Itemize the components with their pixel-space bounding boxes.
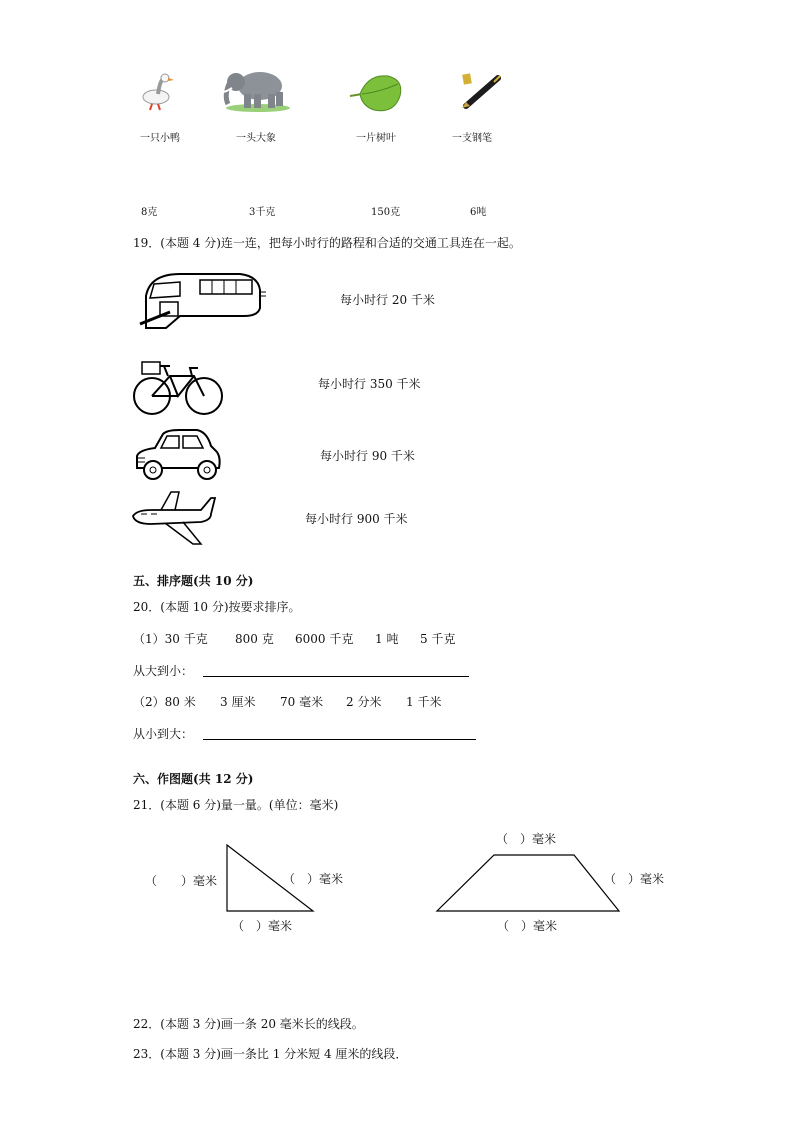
q19-text: 19．(本题 4 分)连一连，把每小时行的路程和合适的交通工具连在一起。 bbox=[133, 236, 521, 250]
item-pen-label: 一支钢笔 bbox=[452, 133, 492, 144]
bicycle-image bbox=[132, 356, 224, 416]
row2-item-5: 1 千米 bbox=[406, 695, 442, 709]
trapezoid-bottom-blank[interactable]: （ ）毫米 bbox=[497, 919, 558, 933]
row2-item-4: 2 分米 bbox=[346, 695, 382, 709]
trapezoid-top-blank[interactable]: （ ）毫米 bbox=[496, 832, 557, 846]
row2-item-1: （2）80 米 bbox=[133, 695, 196, 709]
item-elephant-label: 一头大象 bbox=[236, 133, 276, 144]
row1-item-4: 1 吨 bbox=[375, 632, 399, 646]
q22-text: 22．(本题 3 分)画一条 20 毫米长的线段。 bbox=[133, 1017, 364, 1031]
weight-6t: 6吨 bbox=[470, 207, 487, 218]
prompt-large-to-small: 从大到小： bbox=[133, 664, 194, 678]
section6-title: 六、作图题(共 12 分) bbox=[133, 772, 254, 786]
trapezoid-right-blank[interactable]: （ ）毫米 bbox=[604, 872, 665, 886]
weight-3kg: 3千克 bbox=[249, 207, 276, 218]
weight-150g: 150克 bbox=[371, 207, 401, 218]
item-leaf-label: 一片树叶 bbox=[356, 133, 396, 144]
q20-text: 20．(本题 10 分)按要求排序。 bbox=[133, 600, 301, 614]
row2-item-3: 70 毫米 bbox=[280, 695, 324, 709]
prompt-small-to-large: 从小到大： bbox=[133, 727, 194, 741]
q21-text: 21．(本题 6 分)量一量。(单位：毫米) bbox=[133, 798, 339, 812]
item-duck-label: 一只小鸭 bbox=[140, 133, 180, 144]
triangle-left-blank[interactable]: （ ）毫米 bbox=[145, 874, 218, 888]
row1-item-1: （1）30 千克 bbox=[133, 632, 208, 646]
row1-item-5: 5 千克 bbox=[420, 632, 456, 646]
answer-line-1[interactable] bbox=[203, 676, 469, 677]
row1-item-2: 800 克 bbox=[235, 632, 274, 646]
speed-900: 每小时行 900 千米 bbox=[305, 512, 408, 526]
pen-image bbox=[458, 72, 508, 110]
train-image bbox=[140, 266, 266, 332]
speed-90: 每小时行 90 千米 bbox=[320, 449, 415, 463]
weight-8g: 8克 bbox=[141, 207, 158, 218]
trapezoid-shape bbox=[432, 850, 624, 916]
q23-text: 23．(本题 3 分)画一条比 1 分米短 4 厘米的线段． bbox=[133, 1047, 408, 1061]
leaf-image bbox=[348, 74, 404, 114]
section5-title: 五、排序题(共 10 分) bbox=[133, 574, 254, 588]
triangle-bottom-blank[interactable]: （ ）毫米 bbox=[232, 919, 293, 933]
elephant-image bbox=[218, 66, 292, 114]
triangle-hyp-blank[interactable]: （ ）毫米 bbox=[283, 872, 344, 886]
speed-20: 每小时行 20 千米 bbox=[340, 293, 435, 307]
answer-line-2[interactable] bbox=[203, 739, 476, 740]
speed-350: 每小时行 350 千米 bbox=[318, 377, 421, 391]
airplane-image bbox=[131, 488, 217, 548]
row1-item-3: 6000 千克 bbox=[295, 632, 354, 646]
car-image bbox=[133, 428, 223, 482]
duck-image bbox=[138, 72, 178, 112]
row2-item-2: 3 厘米 bbox=[220, 695, 256, 709]
